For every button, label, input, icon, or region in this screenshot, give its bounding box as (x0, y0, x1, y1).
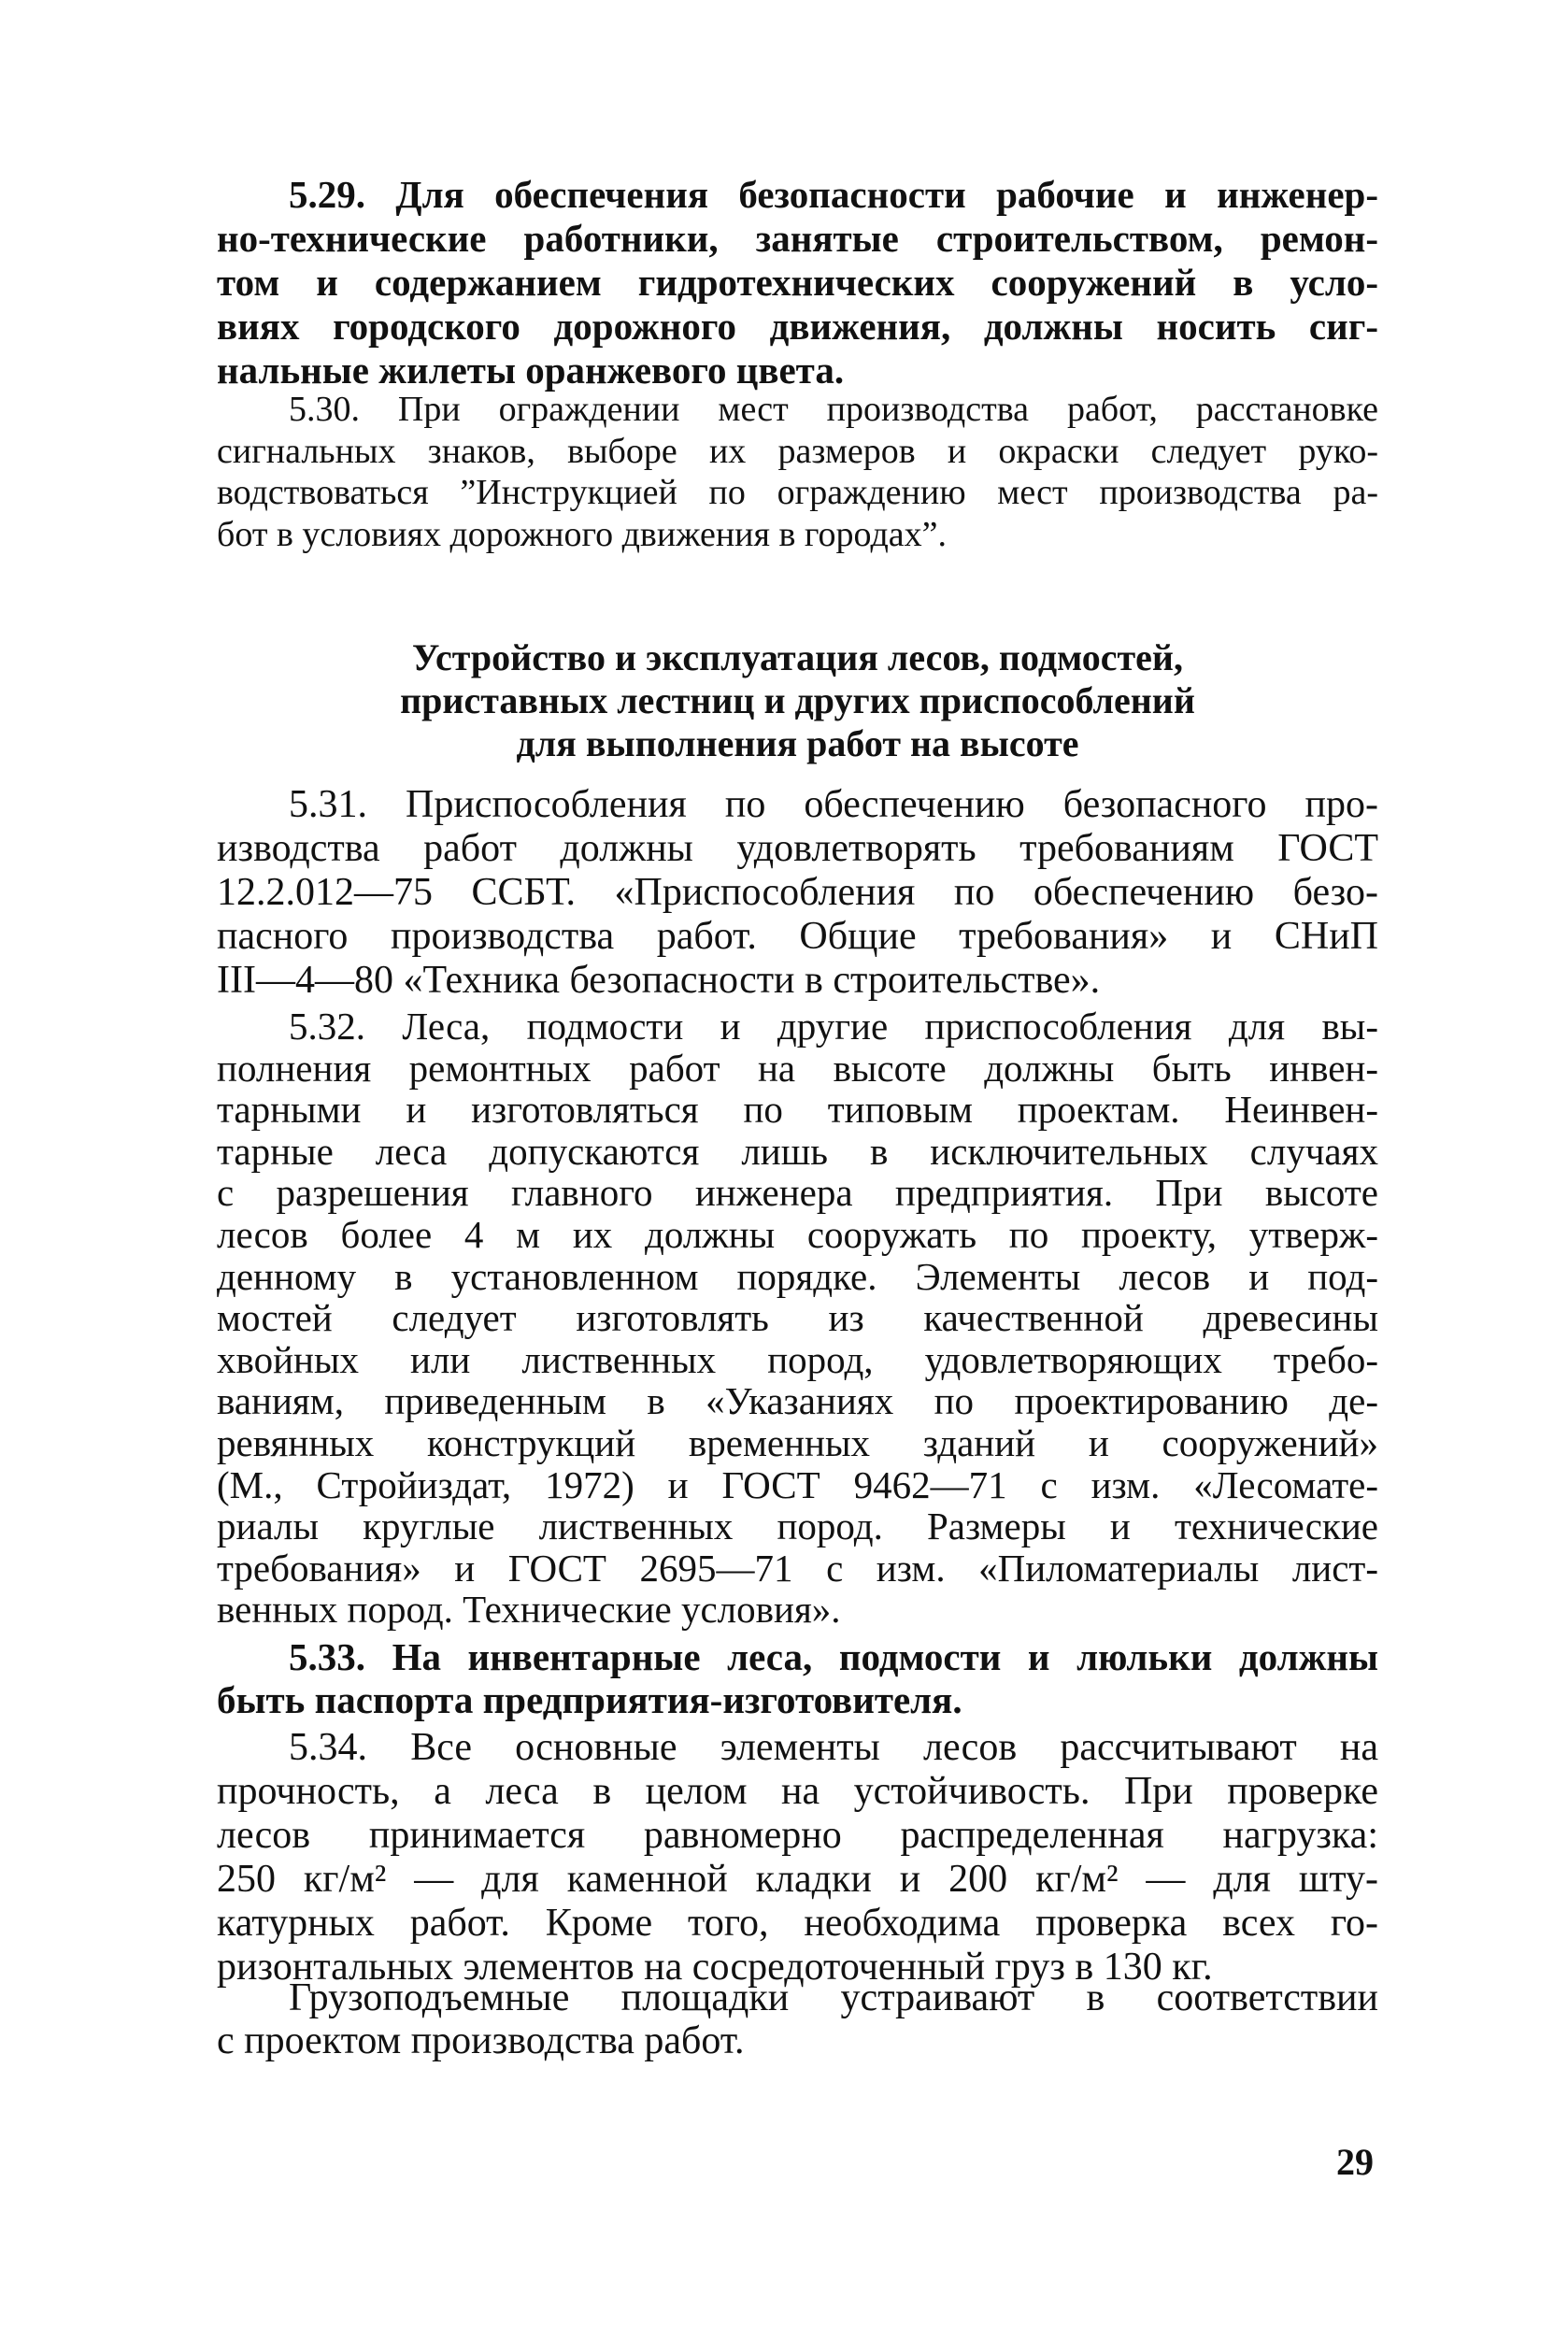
text-line: тарными и изготовляться по типовым проектам. Неинвен- (217, 1088, 1378, 1132)
heading-line: для выполнения работ на высоте (516, 722, 1079, 764)
text-line: бот в условиях дорожного движения в городах”. (217, 514, 948, 554)
text-line: том и содержанием гидротехнических сооружений в усло- (217, 261, 1378, 304)
text-line: водствоваться ”Инструкцией по ограждению мест производства ра- (217, 473, 1378, 512)
heading-line: приставных лестниц и других приспособлений (400, 679, 1195, 721)
page-number: 29 (1336, 2141, 1374, 2183)
text-line: 250 кг/м² — для каменной кладки и 200 кг/м² — для шту- (217, 1858, 1378, 1901)
text-line: пасного производства работ. Общие требования» и СНиП (217, 915, 1378, 958)
text-line: денному в установленном порядке. Элементы лесов и под- (217, 1254, 1378, 1298)
text-line: но-технические работники, занятые строительством, ремон- (217, 217, 1378, 260)
section-heading (217, 636, 1378, 765)
text-line: Грузоподъемные площадки устраивают в соответствии (289, 1976, 1378, 2019)
text-line: 5.32. Леса, подмости и другие приспособления для вы- (289, 1005, 1378, 1048)
text-line: ваниям, приведенным в «Указаниях по проектированию де- (217, 1379, 1378, 1423)
text-line: ризонтальных элементов на сосредоточенный груз в 130 кг. (217, 1946, 1213, 1989)
text-line: ревянных конструкций временных зданий и сооружений» (217, 1420, 1378, 1464)
text-line: 5.31. Приспособления по обеспечению безопасного про- (289, 783, 1378, 826)
text-line: 5.29. Для обеспечения безопасности рабочие и инженер- (289, 173, 1378, 216)
paragraph-5-29 (217, 173, 1378, 392)
text-line: 12.2.012—75 ССБТ. «Приспособления по обеспечению безо- (217, 871, 1378, 914)
text-line: с разрешения главного инженера предприятия. При высоте (217, 1171, 1378, 1215)
text-line: 5.33. На инвентарные леса, подмости и люльки должны (289, 1635, 1378, 1678)
paragraph-5-33 (217, 1635, 1378, 1721)
text-line: тарные леса допускаются лишь в исключительных случаях (217, 1129, 1378, 1173)
text-line: венных пород. Технические условия». (217, 1588, 841, 1632)
text-line: лесов принимается равномерно распределенная нагрузка: (217, 1814, 1378, 1857)
text-line: риалы круглые лиственных пород. Размеры и технические (217, 1505, 1378, 1548)
text-line: катурных работ. Кроме того, необходима проверка всех го- (217, 1902, 1378, 1945)
text-line: нальные жилеты оранжевого цвета. (217, 349, 845, 392)
text-line: III—4—80 «Техника безопасности в строительстве». (217, 959, 1101, 1002)
text-line: быть паспорта предприятия-изготовителя. (217, 1678, 962, 1721)
text-line: с проектом производства работ. (217, 2019, 745, 2062)
text-line: хвойных или лиственных пород, удовлетворяющих требо- (217, 1337, 1378, 1381)
paragraph-5-31 (217, 783, 1378, 1003)
paragraph-5-34 (217, 1726, 1378, 1990)
text-line: изводства работ должны удовлетворять требованиям ГОСТ (217, 827, 1378, 870)
paragraph-5-32 (217, 1005, 1378, 1631)
heading-line: Устройство и эксплуатация лесов, подмостей, (412, 636, 1183, 678)
text-line: мостей следует изготовлять из качественной древесины (217, 1296, 1378, 1340)
text-line: 5.30. При ограждении мест производства работ, расстановке (289, 390, 1378, 429)
text-line: полнения ремонтных работ на высоте должны быть инвен- (217, 1046, 1378, 1090)
text-line: 5.34. Все основные элементы лесов рассчитывают на (289, 1726, 1378, 1769)
text-line: лесов более 4 м их должны сооружать по проекту, утверж- (217, 1212, 1378, 1256)
text-line: виях городского дорожного движения, должны носить сиг- (217, 305, 1378, 348)
text-line: прочность, а леса в целом на устойчивость. При проверке (217, 1770, 1378, 1813)
paragraph-5-30 (217, 389, 1378, 555)
paragraph-lifting-platforms (217, 1976, 1378, 2062)
text-line: требования» и ГОСТ 2695—71 с изм. «Пиломатериалы лист- (217, 1546, 1378, 1590)
text-line: (М., Стройиздат, 1972) и ГОСТ 9462—71 с изм. «Лесомате- (217, 1462, 1378, 1506)
text-line: сигнальных знаков, выборе их размеров и окраски следует руко- (217, 431, 1378, 471)
